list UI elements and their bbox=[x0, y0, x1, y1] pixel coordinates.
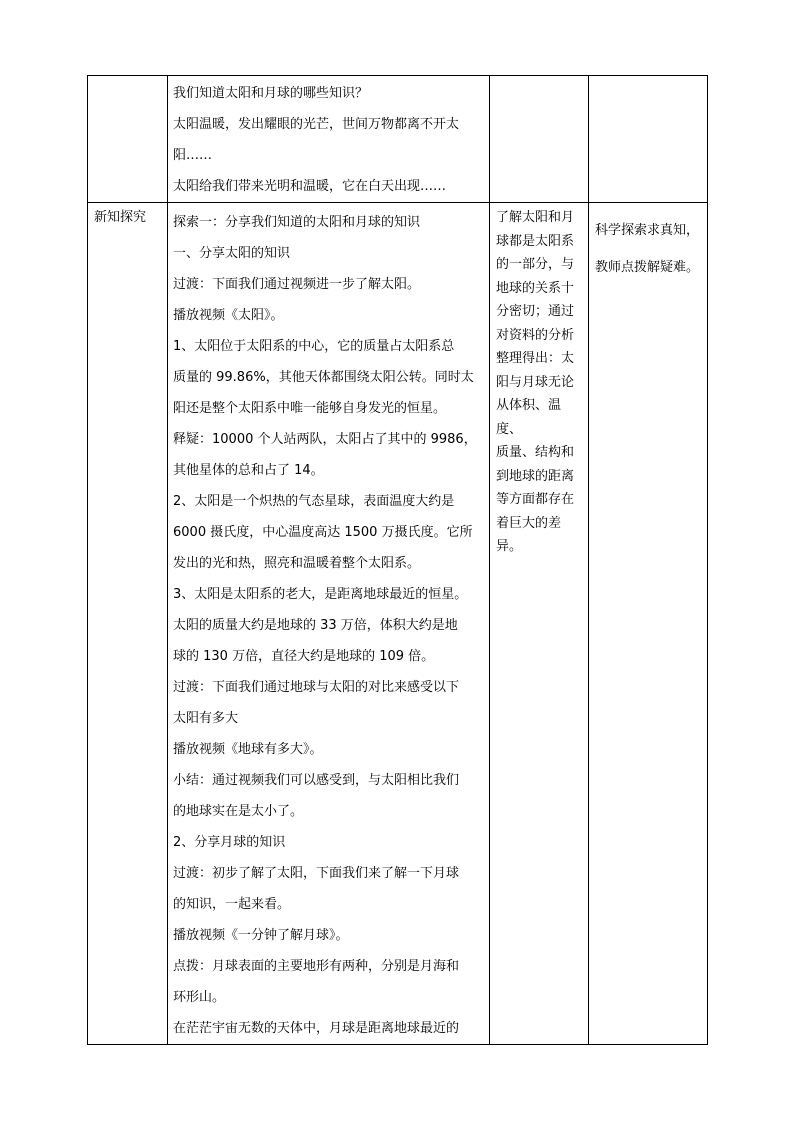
stage-label: 新知探究 bbox=[94, 210, 147, 225]
text-line: 太阳温暖，发出耀眼的光芒，世间万物都离不开太 bbox=[173, 117, 460, 132]
text-line: 太阳的质量大约是地球的 33 万倍，体积大约是地 bbox=[173, 618, 458, 633]
text-line: 发出的光和热，照亮和温暖着整个太阳系。 bbox=[173, 556, 421, 571]
note-cell bbox=[589, 76, 708, 203]
note-cell bbox=[589, 203, 708, 1045]
text-line: 1、太阳位于太阳系的中心，它的质量占太阳系总 bbox=[173, 339, 455, 354]
text-line: 分密切；通过 bbox=[496, 304, 575, 319]
text-line: 到地球的距离 bbox=[496, 468, 575, 484]
text-line: 我们知道太阳和月球的哪些知识？ bbox=[173, 86, 369, 101]
text-line: 环形山。 bbox=[173, 990, 226, 1005]
text-line: 的一部分，与 bbox=[496, 257, 575, 272]
text-line: 着巨大的差异。 bbox=[496, 515, 562, 554]
text-line: 整理得出：太 bbox=[496, 351, 575, 366]
text-line: 小结：通过视频我们可以感受到，与太阳相比我们 bbox=[173, 773, 460, 788]
text-line: 其他星体的总和占了 14。 bbox=[173, 463, 324, 478]
text-line: 阳还是整个太阳系中唯一能够自身发光的恒星。 bbox=[173, 401, 447, 416]
text-line: 3、太阳是太阳系的老大，是距离地球最近的恒星。 bbox=[173, 587, 468, 602]
text-line: 一、分享太阳的知识 bbox=[173, 246, 291, 261]
stage-cell bbox=[88, 76, 168, 203]
text-line: 在茫茫宇宙无数的天体中，月球是距离地球最近的 bbox=[173, 1021, 460, 1036]
text-line: 等方面都存在 bbox=[496, 492, 575, 507]
lesson-plan-table bbox=[87, 75, 708, 1045]
text-line: 点拨：月球表面的主要地形有两种，分别是月海和 bbox=[173, 959, 460, 974]
text-line: 6000 摄氏度，中心温度高达 1500 万摄氏度。它所 bbox=[173, 525, 473, 540]
text-line: 科学探索求真知， bbox=[595, 223, 700, 238]
table-row bbox=[88, 76, 708, 203]
text-line: 地球的关系十 bbox=[496, 280, 575, 296]
intent-cell bbox=[490, 76, 589, 203]
text-line: 从体积、温度、 bbox=[496, 398, 562, 437]
text-line: 过渡：下面我们通过地球与太阳的对比来感受以下 bbox=[173, 680, 460, 695]
text-line: 质量的 99.86%，其他天体都围绕太阳公转。同时太 bbox=[173, 370, 474, 385]
text-line: 过渡：下面我们通过视频进一步了解太阳。 bbox=[173, 277, 421, 292]
text-line: 播放视频《太阳》。 bbox=[173, 308, 284, 323]
text-line: 探索一：分享我们知道的太阳和月球的知识 bbox=[173, 215, 421, 230]
activity-cell bbox=[168, 203, 490, 1045]
table-row bbox=[88, 203, 708, 1045]
text-line: 播放视频《一分钟了解月球》。 bbox=[173, 928, 349, 943]
text-line: 的地球实在是太小了。 bbox=[173, 804, 304, 819]
text-line: 阳…… bbox=[173, 148, 213, 163]
text-line: 释疑：10000 个人站两队，太阳占了其中的 9986， bbox=[173, 432, 477, 447]
activity-cell bbox=[168, 76, 490, 203]
text-line: 播放视频《地球有多大》。 bbox=[173, 742, 323, 757]
text-line: 球都是太阳系 bbox=[496, 233, 575, 249]
text-line: 2、太阳是一个炽热的气态星球，表面温度大约是 bbox=[173, 494, 455, 509]
stage-cell bbox=[88, 203, 168, 1045]
text-line: 过渡：初步了解了太阳，下面我们来了解一下月球 bbox=[173, 866, 460, 881]
text-line: 教师点拨解疑难。 bbox=[595, 260, 700, 275]
text-line: 质量、结构和 bbox=[496, 445, 575, 460]
text-line: 的知识，一起来看。 bbox=[173, 897, 291, 912]
text-line: 对资料的分析 bbox=[496, 327, 575, 343]
text-line: 2、分享月球的知识 bbox=[173, 835, 286, 850]
text-line: 太阳有多大 bbox=[173, 711, 239, 726]
text-line: 阳与月球无论 bbox=[496, 374, 575, 390]
intent-cell bbox=[490, 203, 589, 1045]
text-line: 了解太阳和月 bbox=[496, 210, 575, 225]
text-line: 太阳给我们带来光明和温暖，它在白天出现…… bbox=[173, 179, 447, 194]
text-line: 球的 130 万倍，直径大约是地球的 109 倍。 bbox=[173, 649, 435, 664]
